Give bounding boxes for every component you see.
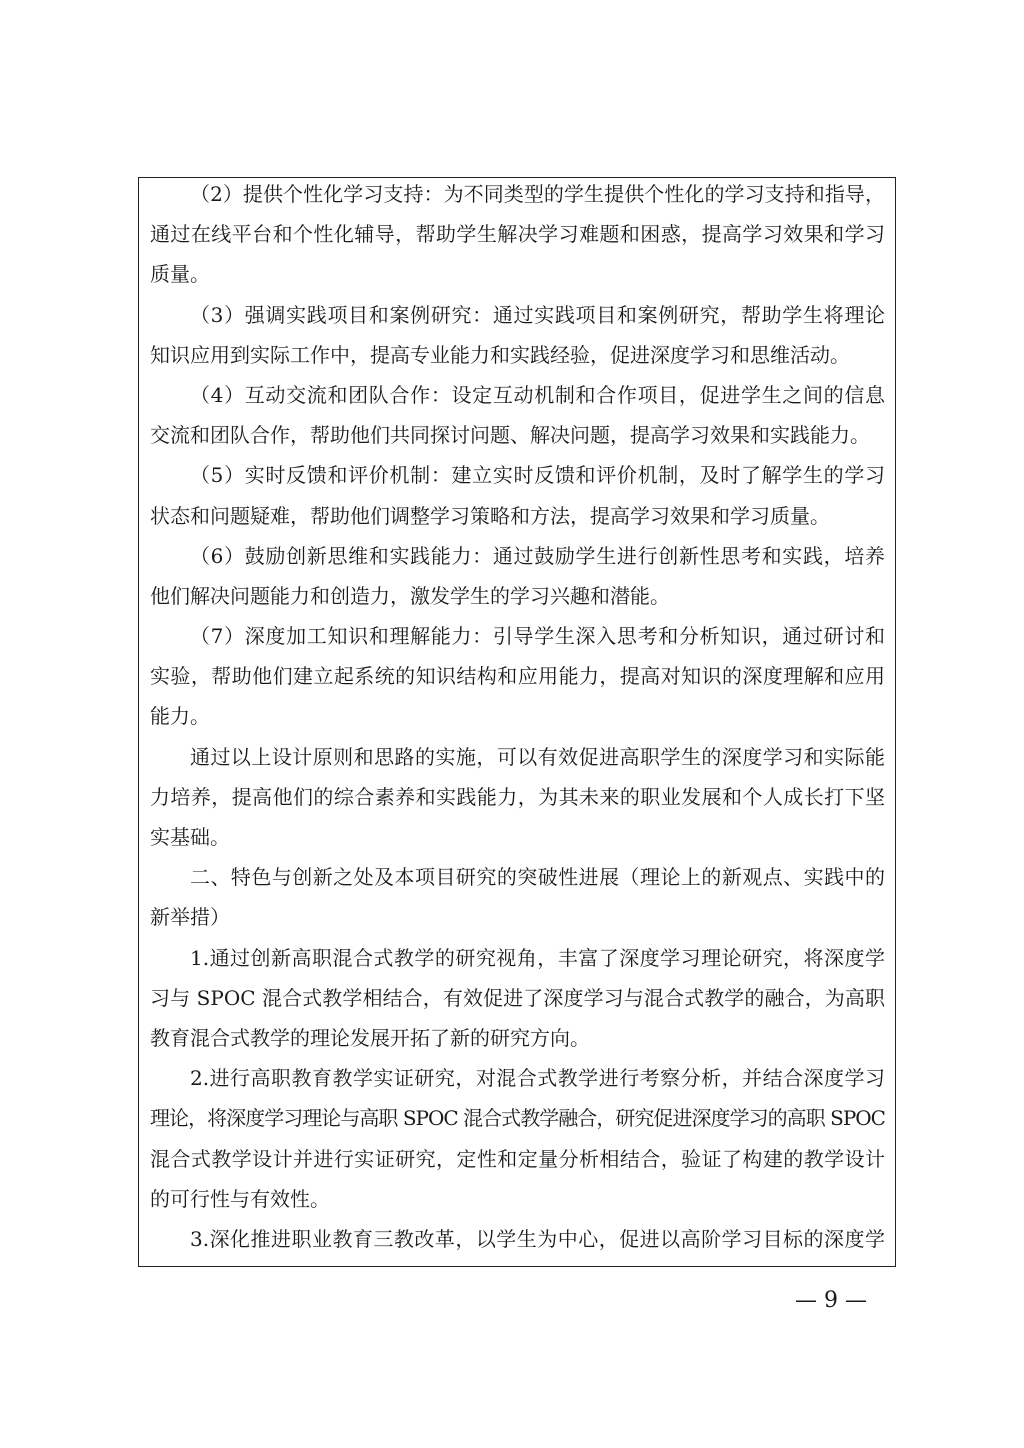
paragraph [150, 737, 885, 858]
paragraph [150, 375, 885, 455]
text-line: 能力。 [150, 704, 210, 729]
text-line: 新举措） [150, 905, 230, 930]
text-line: 交流和团队合作，帮助他们共同探讨问题、解决问题，提高学习效果和实践能力。 [150, 423, 870, 448]
paragraph [150, 857, 885, 937]
text-line: 混合式教学设计并进行实证研究，定性和定量分析相结合，验证了构建的教学设计 [150, 1146, 885, 1171]
text-line: 二、特色与创新之处及本项目研究的突破性进展（理论上的新观点、实践中的 [190, 865, 885, 890]
paragraph [150, 938, 885, 1059]
text-line: 实验，帮助他们建立起系统的知识结构和应用能力，提高对知识的深度理解和应用 [150, 664, 885, 689]
text-line: 习与 SPOC 混合式教学相结合，有效促进了深度学习与混合式教学的融合，为高职 [150, 985, 885, 1010]
text-line: （6）鼓励创新思维和实践能力：通过鼓励学生进行创新性思考和实践，培养 [190, 543, 885, 568]
paragraph [150, 1219, 885, 1259]
text-line: 实基础。 [150, 825, 230, 849]
text-line: （5）实时反馈和评价机制：建立实时反馈和评价机制，及时了解学生的学习 [190, 463, 885, 488]
text-line: 知识应用到实际工作中，提高专业能力和实践经验，促进深度学习和思维活动。 [150, 342, 850, 367]
text-line: 理论，将深度学习理论与高职 SPOC 混合式教学融合，研究促进深度学习的高职 SPOC [150, 1106, 885, 1131]
paragraph [150, 536, 885, 616]
text-line: 3.深化推进职业教育三教改革，以学生为中心，促进以高阶学习目标的深度学 [190, 1226, 885, 1251]
paragraph [150, 174, 885, 295]
text-line: （7）深度加工知识和理解能力：引导学生深入思考和分析知识，通过研讨和 [190, 624, 885, 649]
text-line: （2）提供个性化学习支持：为不同类型的学生提供个性化的学习支持和指导， [190, 182, 885, 206]
text-line: 力培养，提高他们的综合素养和实践能力，为其未来的职业发展和个人成长打下坚 [150, 784, 885, 809]
text-line: 的可行性与有效性。 [150, 1186, 330, 1211]
text-line: （4）互动交流和团队合作：设定互动机制和合作项目，促进学生之间的信息 [190, 382, 885, 407]
text-line: 质量。 [150, 262, 210, 287]
text-line: 通过在线平台和个性化辅导，帮助学生解决学习难题和困惑，提高学习效果和学习 [150, 222, 885, 247]
text-line: 他们解决问题能力和创造力，激发学生的学习兴趣和潜能。 [150, 583, 670, 608]
page-number: — 9 — [795, 1288, 867, 1313]
text-line: 教育混合式教学的理论发展开拓了新的研究方向。 [150, 1025, 590, 1050]
paragraph [150, 455, 885, 535]
report-body-text [150, 174, 885, 1259]
text-line: （3）强调实践项目和案例研究：通过实践项目和案例研究，帮助学生将理论 [190, 302, 885, 327]
paragraph [150, 295, 885, 375]
paragraph [150, 1058, 885, 1219]
text-line: 1.通过创新高职混合式教学的研究视角，丰富了深度学习理论研究，将深度学 [190, 945, 885, 970]
report-table-frame [138, 177, 896, 1267]
text-line: 2.进行高职教育教学实证研究，对混合式教学进行考察分析，并结合深度学习 [190, 1066, 885, 1091]
paragraph [150, 616, 885, 737]
text-line: 通过以上设计原则和思路的实施，可以有效促进高职学生的深度学习和实际能 [190, 744, 885, 769]
text-line: 状态和问题疑难，帮助他们调整学习策略和方法，提高学习效果和学习质量。 [150, 503, 830, 528]
